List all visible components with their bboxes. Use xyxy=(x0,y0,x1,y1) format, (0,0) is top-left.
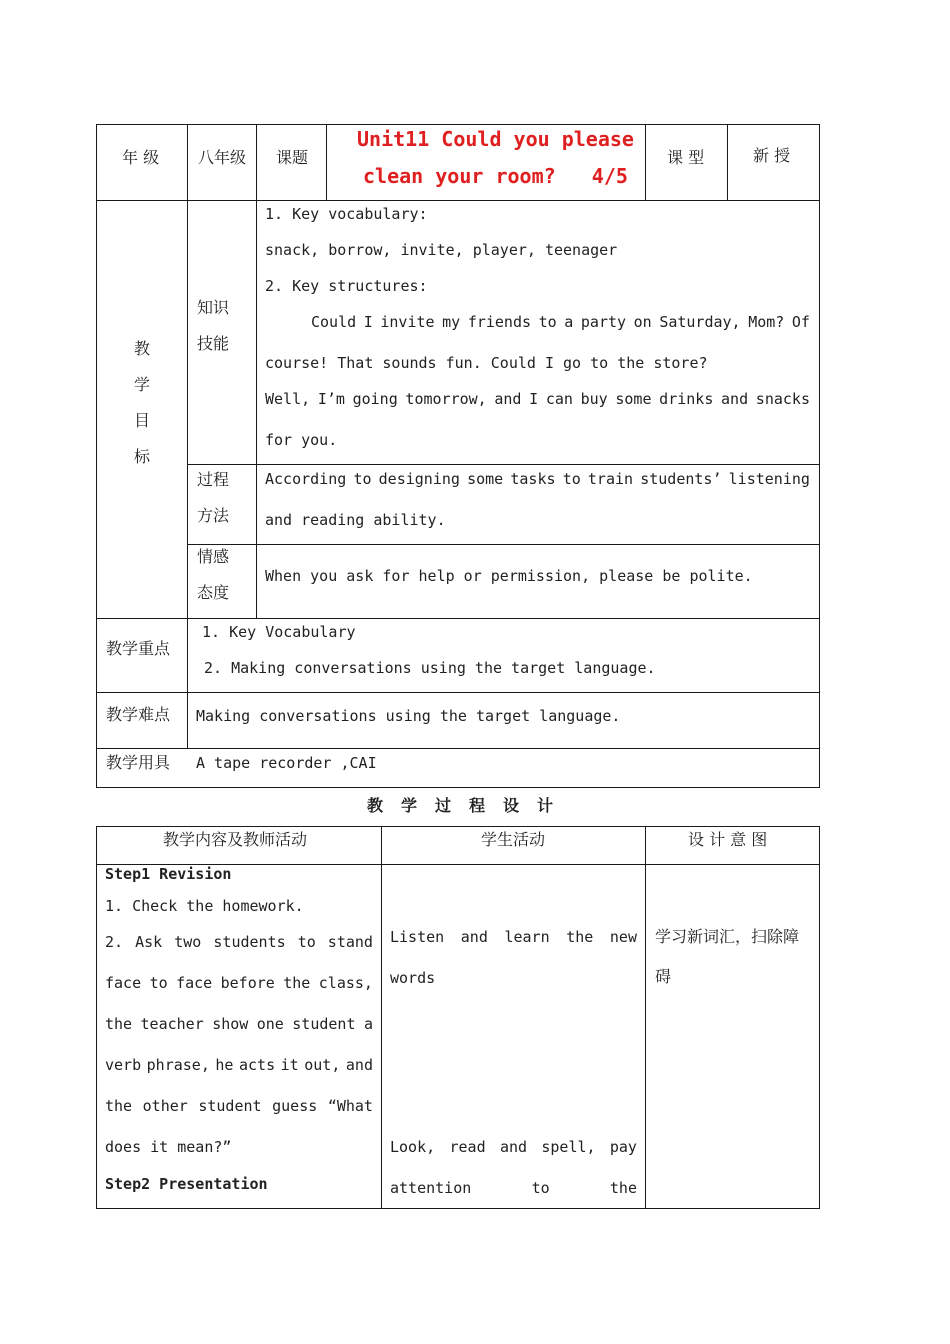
word: buy xyxy=(580,390,608,408)
table-border xyxy=(96,124,820,125)
word: Look, xyxy=(390,1138,436,1156)
word: a xyxy=(564,313,574,331)
word: my xyxy=(442,313,461,331)
word: face xyxy=(105,974,142,992)
table-border xyxy=(187,124,188,748)
student-line-justified xyxy=(390,1181,637,1196)
word: Saturday, xyxy=(659,313,741,331)
word: to xyxy=(562,470,581,488)
knowledge-line: snack, borrow, invite, player, teenager xyxy=(265,241,618,259)
word: the xyxy=(105,1097,133,1115)
word: to xyxy=(531,1179,550,1197)
word: guess xyxy=(272,1097,318,1115)
process-line: and reading ability. xyxy=(265,511,446,529)
word: to xyxy=(353,470,372,488)
word: phrase, xyxy=(146,1056,210,1074)
table-border xyxy=(96,1208,820,1209)
objectives-label-char: 目 xyxy=(134,411,151,430)
table-border xyxy=(96,826,820,827)
type-value: 新 授 xyxy=(753,146,791,165)
student-line-justified xyxy=(390,930,637,945)
table-border xyxy=(256,124,257,618)
word: stand xyxy=(327,933,373,951)
objectives-label-char: 学 xyxy=(134,375,151,394)
type-label: 课 型 xyxy=(667,148,705,167)
teacher-line-justified xyxy=(105,976,373,991)
word: and xyxy=(460,928,488,946)
attitude-text: When you ask for help or permission, please be polite. xyxy=(265,567,753,585)
word: students’ xyxy=(640,470,722,488)
word: spell, xyxy=(541,1138,596,1156)
table-border xyxy=(819,826,820,1209)
word: to xyxy=(149,974,168,992)
design-line: 学习新词汇，扫除障 xyxy=(655,927,800,946)
word: the xyxy=(283,974,311,992)
word: class, xyxy=(318,974,373,992)
word: some xyxy=(467,470,504,488)
process-line-justified xyxy=(265,472,810,487)
word: friends xyxy=(467,313,532,331)
word: and xyxy=(345,1056,373,1074)
table-border xyxy=(326,124,327,200)
teacher-line-justified xyxy=(105,935,373,950)
table-border xyxy=(381,826,382,1209)
word: Listen xyxy=(390,928,445,946)
word: “What xyxy=(327,1097,373,1115)
knowledge-line-justified xyxy=(311,315,810,330)
word: Ask xyxy=(135,933,163,951)
word: I xyxy=(363,313,373,331)
word: Mom? xyxy=(748,313,785,331)
knowledge-line-justified xyxy=(265,392,810,407)
knowledge-line: 2. Key structures: xyxy=(265,277,428,295)
table-border xyxy=(96,787,820,788)
attitude-label: 情感 xyxy=(197,547,230,566)
table-border xyxy=(187,544,820,545)
table-border xyxy=(96,124,97,788)
word: According xyxy=(265,470,347,488)
teacher-line-justified xyxy=(105,1099,373,1114)
word: designing xyxy=(378,470,460,488)
word: it xyxy=(280,1056,299,1074)
word: on xyxy=(633,313,652,331)
design-line: 碍 xyxy=(655,967,672,986)
word: a xyxy=(363,1015,373,1033)
grade-label: 年 级 xyxy=(122,148,160,167)
knowledge-line: course! That sounds fun. Could I go to the store? xyxy=(265,354,708,372)
word: Could xyxy=(311,313,357,331)
word: can xyxy=(545,390,573,408)
word: attention xyxy=(390,1179,472,1197)
table-border xyxy=(645,826,646,1209)
word: going xyxy=(352,390,398,408)
knowledge-label: 技能 xyxy=(197,334,230,353)
knowledge-line: 1. Key vocabulary: xyxy=(265,205,428,223)
tools-label: 教学用具 xyxy=(106,753,171,772)
table-border xyxy=(96,748,820,749)
process-label: 过程 xyxy=(197,470,230,489)
table-border xyxy=(96,200,820,201)
word: teacher xyxy=(140,1015,204,1033)
word: I xyxy=(529,390,539,408)
col-header-teacher: 教学内容及教师活动 xyxy=(163,830,308,849)
lesson-title-line2: clean your room? 4/5 xyxy=(363,164,628,188)
grade-value: 八年级 xyxy=(198,148,247,167)
word: verb xyxy=(105,1056,142,1074)
col-header-student: 学生活动 xyxy=(481,830,546,849)
word: acts xyxy=(239,1056,276,1074)
process-label: 方法 xyxy=(197,506,230,525)
word: 2. xyxy=(105,933,124,951)
key-points-label: 教学重点 xyxy=(106,639,171,658)
word: Of xyxy=(791,313,810,331)
word: out, xyxy=(304,1056,341,1074)
word: read xyxy=(449,1138,486,1156)
objectives-label-char: 标 xyxy=(134,447,151,466)
word: pay xyxy=(609,1138,637,1156)
knowledge-line: for you. xyxy=(265,431,338,449)
lesson-title-line1: Unit11 Could you please xyxy=(357,127,634,151)
student-line-justified xyxy=(390,1140,637,1155)
difficulties-text: Making conversations using the target language. xyxy=(196,707,621,725)
word: party xyxy=(580,313,627,331)
process-design-title: 教学过程设计 xyxy=(367,796,572,815)
word: to xyxy=(297,933,316,951)
teacher-line-justified xyxy=(105,1058,373,1073)
word: drinks xyxy=(659,390,714,408)
word: one xyxy=(256,1015,284,1033)
word: new xyxy=(609,928,637,946)
table-border xyxy=(96,618,820,619)
word: train xyxy=(587,470,634,488)
word: the xyxy=(566,928,594,946)
word: tomorrow, xyxy=(405,390,487,408)
table-border xyxy=(96,692,820,693)
step-heading: Step2 Presentation xyxy=(105,1175,268,1193)
word: two xyxy=(174,933,202,951)
key-points-line: 2. Making conversations using the target language. xyxy=(204,659,656,677)
word: the xyxy=(609,1179,637,1197)
col-header-design: 设 计 意 图 xyxy=(688,830,768,849)
table-border xyxy=(727,124,728,200)
table-border xyxy=(187,464,820,465)
teacher-line: does it mean?” xyxy=(105,1138,232,1156)
table-border xyxy=(645,124,646,200)
word: and xyxy=(494,390,522,408)
teacher-line-justified xyxy=(105,1017,373,1032)
word: invite xyxy=(380,313,435,331)
word: face xyxy=(176,974,213,992)
word: and xyxy=(721,390,749,408)
table-border xyxy=(96,826,97,1209)
word: tasks xyxy=(510,470,556,488)
word: student xyxy=(292,1015,356,1033)
word: Well, xyxy=(265,390,311,408)
key-points-line: 1. Key Vocabulary xyxy=(202,623,356,641)
step-heading: Step1 Revision xyxy=(105,865,232,883)
word: student xyxy=(198,1097,262,1115)
table-border xyxy=(819,124,820,788)
word: I’m xyxy=(317,390,345,408)
knowledge-label: 知识 xyxy=(197,298,230,317)
difficulties-label: 教学难点 xyxy=(106,705,171,724)
tools-text: A tape recorder ,CAI xyxy=(196,754,377,772)
word: show xyxy=(212,1015,249,1033)
word: he xyxy=(215,1056,234,1074)
objectives-label-char: 教 xyxy=(134,339,151,358)
word: to xyxy=(538,313,557,331)
teacher-line: 1. Check the homework. xyxy=(105,897,304,915)
word: and xyxy=(499,1138,528,1156)
word: some xyxy=(615,390,652,408)
word: before xyxy=(220,974,275,992)
word: listening xyxy=(728,470,810,488)
student-line: words xyxy=(390,969,436,987)
word: other xyxy=(142,1097,188,1115)
word: learn xyxy=(504,928,550,946)
attitude-label: 态度 xyxy=(197,583,230,602)
word: the xyxy=(105,1015,133,1033)
word: snacks xyxy=(755,390,810,408)
topic-label: 课题 xyxy=(276,148,309,167)
word: students xyxy=(213,933,286,951)
